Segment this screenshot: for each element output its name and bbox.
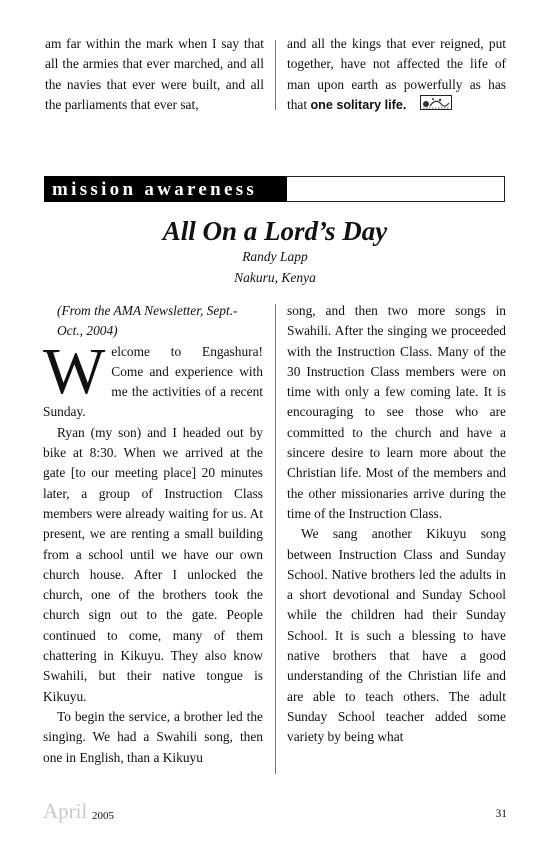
article-column-left [43, 301, 263, 768]
continued-paragraph-left: am far within the mark when I say that all the armies that ever marched, and all the navies that ever were built, and all the parliaments that ever sat, [45, 36, 264, 112]
article-paragraph: We sang another Kikuyu song between Instruction Class and Sunday School. Native brothers led the adults in a short devotional and Sunday School while the children had their Sunday School. It is such a blessing to have native brothers that have a good understanding of the Christian life and are able to teach others. The adult Sunday School teacher added some variety by being what [287, 526, 506, 745]
column-divider-main [275, 304, 276, 774]
footer-month: April [43, 799, 88, 823]
end-ornament-icon [420, 95, 452, 116]
drop-cap: W [43, 334, 106, 408]
one-solitary-life-emphasis: one solitary life. [310, 97, 407, 112]
footer-year: 2005 [92, 810, 114, 822]
article-title: All On a Lord’s Day [162, 216, 388, 246]
continued-text-right [287, 34, 506, 116]
continued-text-left [45, 34, 264, 115]
continued-text-right-plain: and all the kings that ever reigned, put together, have not affected the life of man upon earth as powerfully as has that [287, 36, 506, 112]
article-paragraph [43, 334, 263, 423]
section-banner: mission awareness [44, 176, 287, 202]
article-column-right [287, 301, 506, 748]
source-note: (From the AMA Newsletter, Sept.-Oct., 2004) [57, 303, 238, 339]
article-paragraph: song, and then two more songs in Swahili. After the singing we proceeded with the Instruction Class. Many of the 30 Instruction Class members were on time with only a few coming late. It is encouraging to see those who are committed to the church and have a sincere desire to learn more about the Christian life. Most of the members and the other missionaries arrive during the time of the Instruction Class. [287, 303, 506, 521]
article-location: Nakuru, Kenya [234, 270, 316, 285]
first-paragraph-text: elcome to Engashura! Come and experience with me the activities of a recent Sunday. [43, 343, 263, 420]
page-number: 31 [495, 808, 507, 820]
article-paragraph: To begin the service, a brother led the singing. We had a Swahili song, then one in English, than a Kikuyu [43, 708, 263, 765]
column-divider-top [275, 40, 276, 110]
continued-paragraph-right [287, 34, 506, 116]
article-paragraph: Ryan (my son) and I headed out by bike at 8:30. When we arrived at the gate [to our meeting place] 20 minutes later, a group of Instruction Class members were already waiting for us. At present, we are renting a small building from a school until we have our own church house. After I unlocked the church, one of the brothers took the church sign out to the gate. People continued to come, many of them chattering in Kikuyu. They also know Swahili, but their native tongue is Kikuyu. [43, 424, 263, 704]
article-author: Randy Lapp [242, 249, 308, 264]
